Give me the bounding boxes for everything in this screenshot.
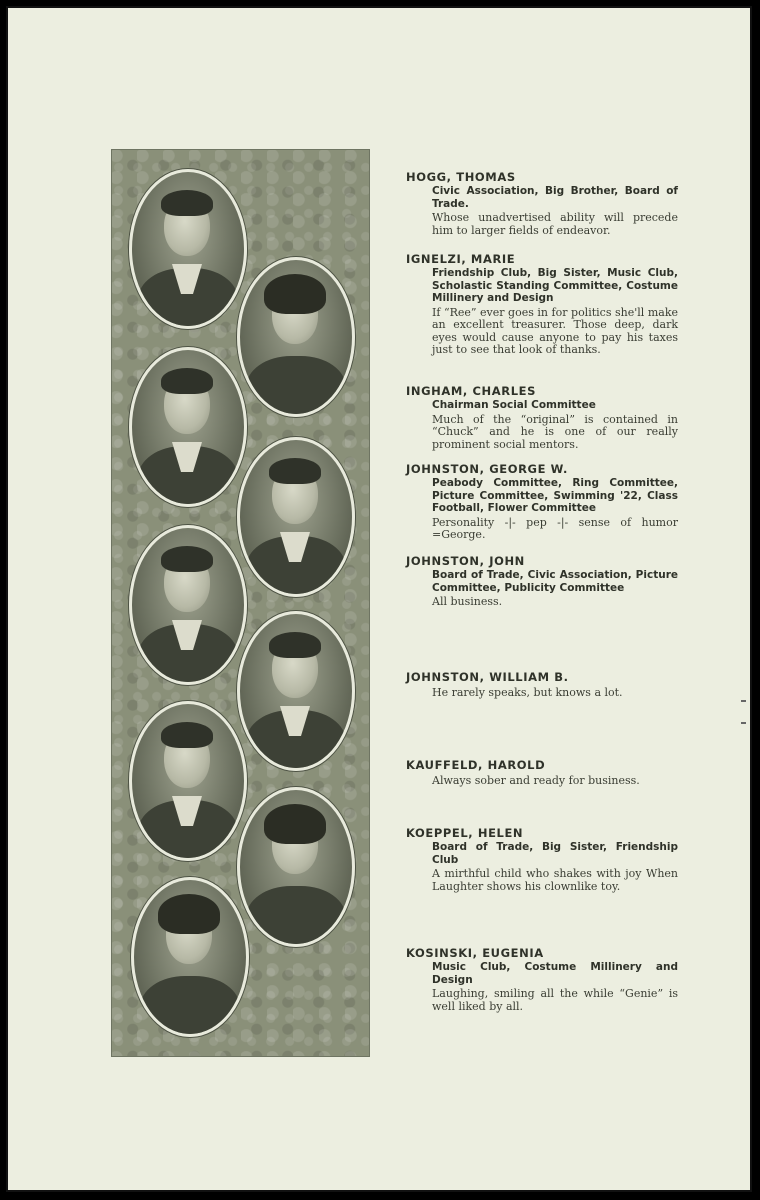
student-activities: Board of Trade, Civic Association, Picture Committee, Publicity Committee [432,569,678,594]
portrait-kosinski-eugenia [131,877,249,1037]
student-name: HOGG, THOMAS [406,170,516,184]
student-name: JOHNSTON, WILLIAM B. [406,670,569,684]
student-quote: All business. [432,595,503,608]
yearbook-page [6,6,752,1192]
student-activities: Civic Association, Big Brother, Board of Trade. [432,185,678,210]
portrait-ingham-charles [129,347,247,507]
entry-kosinski-eugenia [406,946,678,1013]
portrait-hogg-thomas [129,169,247,329]
student-name: INGHAM, CHARLES [406,384,536,398]
student-activities: Friendship Club, Big Sister, Music Club, Scholastic Standing Committee, Costume Millinery and Design [432,267,678,304]
student-quote: Always sober and ready for business. [432,774,640,787]
entry-ingham-charles [406,384,678,451]
margin-mark [741,700,746,702]
student-quote: Whose unadvertised ability will precede him to larger fields of endeavor. [432,211,678,237]
portrait-johnston-george [237,437,355,597]
portrait-johnston-william [237,611,355,771]
student-quote: Personality -|- pep -|- sense of humor =George. [432,515,678,541]
student-name: JOHNSTON, JOHN [406,554,525,568]
student-name: IGNELZI, MARIE [406,252,516,266]
entry-johnston-george [406,462,678,542]
entry-hogg-thomas [406,170,678,237]
portrait-koeppel-helen [237,787,355,947]
student-name: KOEPPEL, HELEN [406,826,524,840]
student-quote: If “Ree” ever goes in for politics she'll make an excellent treasurer. Those deep, dark eyes would cause anyone to pay his taxes just to see that look of thanks. [432,305,678,356]
student-name: KOSINSKI, EUGENIA [406,946,544,960]
photo-strip [111,149,370,1057]
student-quote: Much of the “original” is contained in “Chuck” and he is one of our really prominent social mentors. [432,412,678,451]
student-quote: A mirthful child who shakes with joy When Laughter shows his clownlike toy. [432,867,678,893]
student-activities: Chairman Social Committee [432,399,596,411]
student-activities: Board of Trade, Big Sister, Friendship Club [432,841,678,866]
entry-koeppel-helen [406,826,678,893]
portrait-ignelzi-marie [237,257,355,417]
student-name: JOHNSTON, GEORGE W. [406,462,568,476]
portrait-kauffeld-harold [129,701,247,861]
entry-johnston-william [406,670,678,700]
student-quote: Laughing, smiling all the while “Genie” is well liked by all. [432,987,678,1013]
student-quote: He rarely speaks, but knows a lot. [432,686,623,699]
student-activities: Music Club, Costume Millinery and Design [432,961,678,986]
entry-johnston-john [406,554,678,609]
student-activities: Peabody Committee, Ring Committee, Picture Committee, Swimming '22, Class Football, Flower Committee [432,477,678,514]
portrait-johnston-john [129,525,247,685]
margin-mark [741,722,746,724]
student-name: KAUFFELD, HAROLD [406,758,546,772]
entry-kauffeld-harold [406,758,678,788]
entry-ignelzi-marie [406,252,678,357]
